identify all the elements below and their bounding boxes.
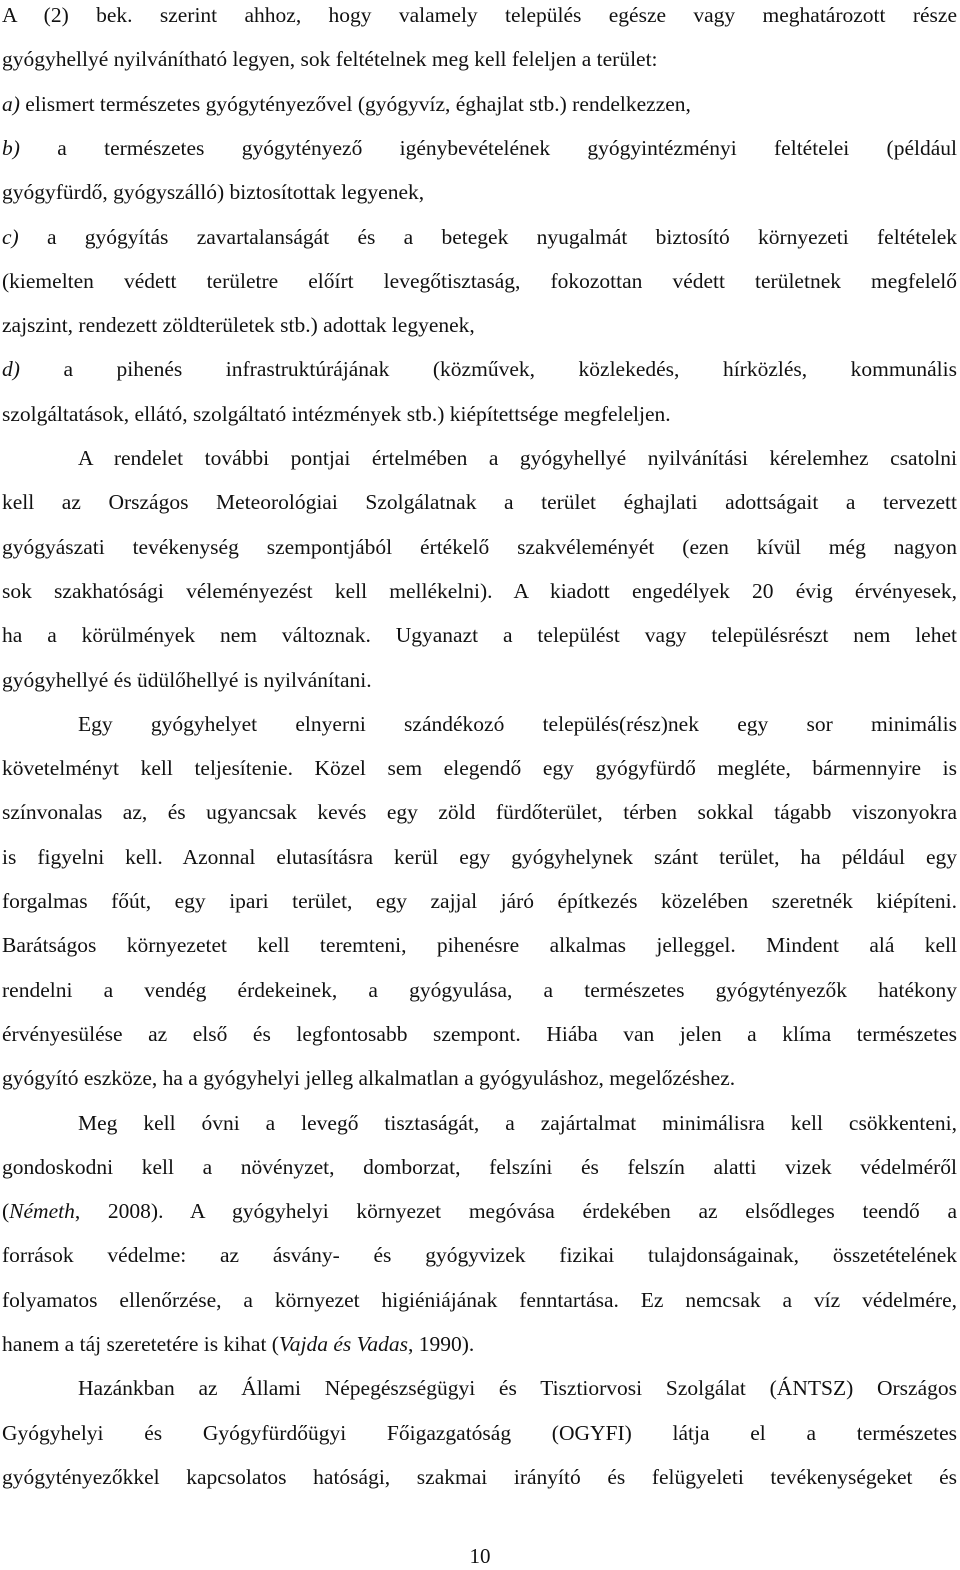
text-segment: szolgáltatások, ellátó, szolgáltató intézmények stb.) kiépítettsége megfeleljen.	[2, 401, 671, 426]
text-segment: hanem a táj szeretetére is kihat (	[2, 1332, 279, 1356]
text-line	[2, 0, 957, 30]
text-segment: Egy gyógyhelyet elnyerni szándékozó település(rész)nek egy sor minimális	[78, 711, 957, 736]
text-segment: elismert természetes gyógytényezővel (gyógyvíz, éghajlat stb.) rendelkezzen,	[19, 91, 691, 116]
italic-text: b)	[2, 135, 20, 160]
text-segment: A rendelet további pontjai értelmében a gyógyhellyé nyilvánítási kérelemhez csatolni	[78, 446, 957, 470]
page-number: 10	[469, 1544, 491, 1568]
text-segment: (	[2, 1199, 10, 1224]
text-line	[2, 133, 957, 163]
text-segment: folyamatos ellenőrzése, a környezet higiéniájának fenntartása. Ez nemcsak a víz védelmére,	[2, 1287, 957, 1312]
text-segment: a gyógyítás zavartalanságát és a betegek nyugalmát biztosító környezeti feltételek	[18, 224, 957, 249]
text-segment: is figyelni kell. Azonnal elutasításra kerül egy gyógyhelynek szánt terület, ha például egy	[2, 844, 957, 869]
text-line	[2, 576, 957, 606]
text-line	[2, 1462, 957, 1492]
text-segment: gyógyító eszköze, ha a gyógyhelyi jelleg alkalmatlan a gyógyuláshoz, megelőzéshez.	[2, 1066, 736, 1091]
text-line	[78, 1373, 957, 1403]
italic-text: Németh	[9, 1199, 75, 1224]
text-segment: zajszint, rendezett zöldterületek stb.) adottak legyenek,	[2, 313, 475, 338]
text-line	[78, 1108, 957, 1138]
text-segment: gondoskodni kell a növényzet, domborzat, felszíni és felszín alatti vizek védelméről	[2, 1154, 957, 1179]
text-line	[2, 177, 957, 207]
text-segment: gyógyfürdő, gyógyszálló) biztosítottak legyenek,	[2, 180, 425, 205]
text-line	[2, 354, 957, 384]
italic-text: d)	[2, 357, 20, 382]
text-line	[2, 975, 957, 1005]
text-segment: , 1990).	[407, 1332, 475, 1356]
text-segment: Hazánkban az Állami Népegészségügyi és Tisztiorvosi Szolgálat (ÁNTSZ) Országos	[78, 1376, 957, 1401]
text-segment: színvonalas az, és ugyancsak kevés egy zöld fürdőterület, térben sokkal tágabb viszonyokra	[2, 800, 957, 825]
text-line	[2, 399, 957, 429]
text-segment: ha a körülmények nem változnak. Ugyanazt a települést vagy településrészt nem lehet	[2, 623, 957, 648]
text-line	[2, 266, 957, 296]
text-line	[2, 620, 957, 650]
text-line	[2, 842, 957, 872]
text-segment: (kiemelten védett területre előírt levegőtisztaság, fokozottan védett területnek megfelelő	[2, 268, 957, 293]
text-line	[2, 753, 957, 783]
text-segment: gyógyhellyé nyilvánítható legyen, sok feltételnek meg kell feleljen a terület:	[2, 47, 658, 72]
text-segment: Barátságos környezetet kell teremteni, pihenésre alkalmas jelleggel. Mindent alá kell	[2, 933, 957, 958]
text-line	[2, 1418, 957, 1448]
text-line	[2, 1240, 957, 1270]
text-line	[2, 44, 957, 74]
text-line	[2, 1285, 957, 1315]
text-segment: , 2008). A gyógyhelyi környezet megóvása érdekében az elsődleges teendő a	[74, 1199, 957, 1224]
text-segment: források védelme: az ásvány- és gyógyvizek fizikai tulajdonságainak, összetételének	[2, 1243, 957, 1268]
text-line	[2, 886, 957, 916]
text-line	[2, 532, 957, 562]
text-segment: Meg kell óvni a levegő tisztaságát, a zajártalmat minimálisra kell csökkenteni,	[78, 1110, 957, 1135]
text-line	[2, 89, 957, 119]
italic-text: Vajda és Vadas	[278, 1332, 408, 1356]
text-segment: rendelni a vendég érdekeinek, a gyógyulása, a természetes gyógytényezők hatékony	[2, 977, 957, 1002]
text-segment: sok szakhatósági véleményezést kell mellékelni). A kiadott engedélyek 20 évig érvényesek,	[2, 578, 957, 603]
text-line	[2, 487, 957, 517]
text-segment: gyógyhellyé és üdülőhellyé is nyilvánítani.	[2, 667, 372, 692]
text-line	[2, 1329, 957, 1359]
text-line	[2, 1019, 957, 1049]
text-line	[2, 797, 957, 827]
text-line	[2, 310, 957, 340]
text-segment: érvényesülése az első és legfontosabb szempont. Hiába van jelen a klíma természetes	[2, 1021, 957, 1046]
text-line	[2, 1063, 957, 1093]
text-segment: gyógytényezőkkel kapcsolatos hatósági, szakmai irányító és felügyeleti tevékenységeket és	[2, 1464, 957, 1489]
text-segment: gyógyászati tevékenység szempontjából értékelő szakvéleményét (ezen kívül még nagyon	[2, 534, 957, 559]
text-line	[78, 709, 957, 739]
italic-text: c)	[2, 224, 19, 249]
text-segment: a természetes gyógytényező igénybevételének gyógyintézményi feltételei (például	[19, 135, 957, 160]
text-line	[2, 665, 957, 695]
text-segment: követelményt kell teljesítenie. Közel sem elegendő egy gyógyfürdő megléte, bármennyire is	[2, 756, 957, 781]
italic-text: a)	[2, 91, 20, 116]
text-segment: A (2) bek. szerint ahhoz, hogy valamely település egésze vagy meghatározott része	[2, 3, 957, 27]
text-segment: forgalmas főút, egy ipari terület, egy zajjal járó építkezés közelében szeretnék kiépíteni.	[2, 889, 957, 913]
text-segment: a pihenés infrastruktúrájának (közművek, közlekedés, hírközlés, kommunális	[19, 357, 957, 382]
text-line	[2, 1152, 957, 1182]
text-line	[2, 1196, 957, 1226]
text-line	[2, 930, 957, 960]
text-segment: kell az Országos Meteorológiai Szolgálatnak a terület éghajlati adottságait a tervezett	[2, 490, 957, 515]
text-line	[2, 222, 957, 252]
text-segment: Gyógyhelyi és Gyógyfürdőügyi Főigazgatóság (OGYFI) látja el a természetes	[2, 1420, 957, 1445]
text-line	[78, 443, 957, 473]
